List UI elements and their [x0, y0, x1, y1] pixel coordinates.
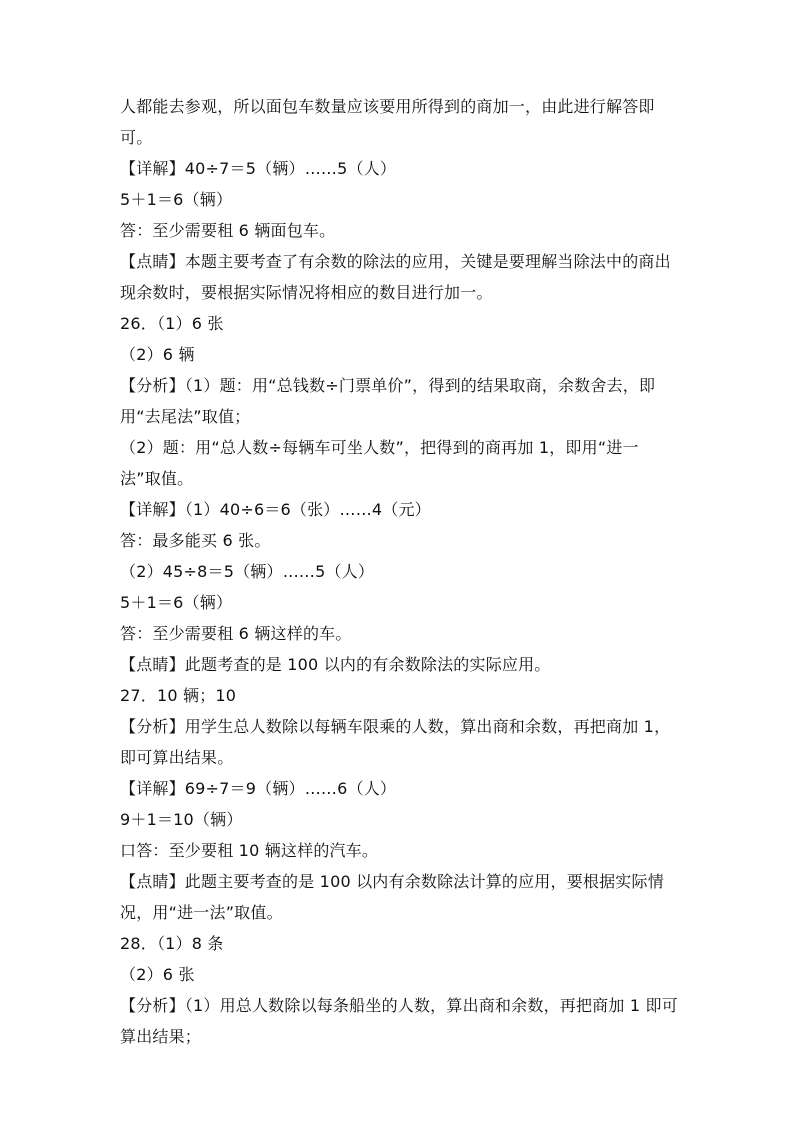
text-line: 27．10 辆；10: [120, 686, 237, 705]
text-line: 【详解】40÷7＝5（辆）……5（人）: [120, 159, 397, 178]
text-line: 现余数时，要根据实际情况将相应的数目进行加一。: [120, 283, 493, 302]
text-line: 9＋1＝10（辆）: [120, 810, 243, 829]
text-line: 答：至少需要租 6 辆这样的车。: [120, 624, 352, 643]
text-line: 用“去尾法”取值；: [120, 407, 251, 426]
text-line: （2）题：用“总人数÷每辆车可坐人数”，把得到的商再加 1，即用“进一: [120, 438, 639, 457]
text-line: 【分析】（1）用总人数除以每条船坐的人数，算出商和余数，再把商加 1 即可: [120, 996, 678, 1015]
text-line: 5＋1＝6（辆）: [120, 593, 233, 612]
text-line: 28．（1）8 条: [120, 934, 224, 953]
text-line: 【详解】69÷7＝9（辆）……6（人）: [120, 779, 397, 798]
text-line: 5＋1＝6（辆）: [120, 190, 233, 209]
text-line: 人都能去参观，所以面包车数量应该要用所得到的商加一，由此进行解答即: [120, 97, 655, 116]
text-line: 况，用“进一法”取值。: [120, 903, 283, 922]
text-line: 26．（1）6 张: [120, 314, 224, 333]
text-line: 可。: [120, 128, 153, 147]
text-line: 算出结果；: [120, 1027, 202, 1046]
text-line: 答：最多能买 6 张。: [120, 531, 271, 550]
text-line: 【点睛】本题主要考查了有余数的除法的应用，关键是要理解当除法中的商出: [120, 252, 671, 271]
text-line: （2）6 辆: [120, 345, 195, 364]
text-line: 法”取值。: [120, 469, 194, 488]
text-line: 口答：至少要租 10 辆这样的汽车。: [120, 841, 379, 860]
text-line: 【分析】（1）题：用“总钱数÷门票单价”，得到的结果取商，余数舍去，即: [120, 376, 656, 395]
text-line: 【分析】用学生总人数除以每辆车限乘的人数，算出商和余数，再把商加 1，: [120, 717, 671, 736]
text-line: 【点睛】此题考查的是 100 以内的有余数除法的实际应用。: [120, 655, 551, 674]
text-line: 【点睛】此题主要考查的是 100 以内有余数除法计算的应用，要根据实际情: [120, 872, 664, 891]
text-line: 答：至少需要租 6 辆面包车。: [120, 221, 336, 240]
text-line: （2）6 张: [120, 965, 195, 984]
text-line: （2）45÷8＝5（辆）……5（人）: [120, 562, 375, 581]
text-line: 即可算出结果。: [120, 748, 234, 767]
text-line: 【详解】（1）40÷6＝6（张）……4（元）: [120, 500, 431, 519]
